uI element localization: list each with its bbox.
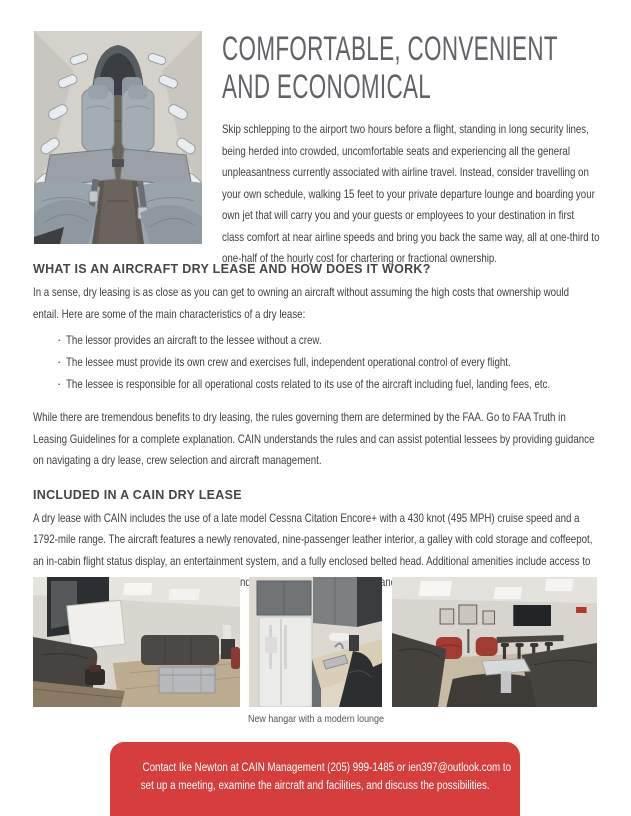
included-body-line: 1792-mile range. The aircraft features a newly renovated, nine-passenger leather interior, a galley with cold storage and coffeepot, — [33, 532, 593, 546]
bullet-dot-icon: · — [57, 376, 62, 391]
hero-intro-line: Skip schlepping to the airport two hours before a flight, standing in long security lines, — [222, 122, 589, 136]
gallery-caption-text: New hangar with a modern lounge — [247, 713, 384, 725]
hangar-photo-gallery — [0, 577, 631, 707]
hero-intro-line: your own schedule, walking 15 feet to your private departure lounge and boarding your — [222, 186, 595, 201]
hangar-lounge-seating-photo — [33, 577, 240, 707]
hero-intro-paragraph — [222, 119, 622, 270]
hero-intro-line: one-half of the hourly cost for chartering or fractional ownership. — [222, 251, 498, 265]
dry-lease-intro-paragraph — [33, 282, 613, 325]
contact-line1: Contact Ike Newton at CAIN Management (205) 999-1485 or ien397@outlook.com to — [142, 762, 512, 774]
page-title-line2: AND ECONOMICAL — [222, 68, 432, 106]
contact-banner — [110, 742, 520, 816]
hangar-kitchen-photo — [249, 577, 382, 707]
hero-intro-line: class comfort at near airline speeds and bring you back the same way, all at one-third to — [222, 229, 600, 244]
dry-lease-outro-line: While there are tremendous benefits to dry leasing, the rules governing them are determined by the FAA. Go to FAA Truth in — [33, 410, 566, 424]
bullet-text: The lessee must provide its own crew and exercises full, independent operational control of every flight. — [66, 355, 511, 369]
aircraft-interior-illustration — [34, 31, 202, 244]
body-sections — [33, 261, 613, 594]
included-section-heading: INCLUDED IN A CAIN DRY LEASE — [33, 487, 242, 502]
kitchen-illustration — [249, 577, 382, 707]
contact-line2: set up a meeting, examine the aircraft and facilities, and discuss the possibilities. — [140, 779, 490, 792]
gallery-caption — [0, 712, 631, 726]
bullet-text: The lessee is responsible for all operational costs related to its use of the aircraft including fuel, landing fees, etc. — [66, 377, 551, 391]
lounge-bar-illustration — [392, 577, 597, 707]
included-body-line: and — [379, 575, 397, 589]
dry-lease-section-heading: WHAT IS AN AIRCRAFT DRY LEASE AND HOW DOES IT WORK? — [33, 262, 431, 276]
bullet-text: The lessor provides an aircraft to the lessee without a crew. — [66, 333, 322, 347]
bullet-item — [57, 329, 613, 351]
dry-lease-outro-line: on navigating a dry lease, crew selection and aircraft management. — [33, 453, 322, 467]
bullet-item — [57, 351, 613, 373]
bullet-dot-icon: · — [57, 354, 62, 369]
dry-lease-intro-line: In a sense, dry leasing is as close as you can get to owning an aircraft without assuming the high costs that ownership would — [33, 285, 569, 299]
bullet-item — [57, 373, 613, 395]
dry-lease-intro-line: entail. Here are some of the main characteristics of a dry lease: — [33, 306, 306, 321]
included-body-line: A dry lease with CAIN includes the use of a late model Cessna Citation Encore+ with a 430 knot (495 MPH) cruise speed and a — [33, 510, 580, 525]
hero-text-block — [222, 30, 622, 270]
aircraft-interior-photo — [34, 31, 202, 244]
dry-lease-outro-line: Leasing Guidelines for a complete explanation. CAIN understands the rules and can assist potential lessees by providing guidance — [33, 431, 595, 446]
lounge-illustration — [33, 577, 240, 707]
dry-lease-bullet-list — [33, 329, 613, 395]
hero-intro-line: own jet that will carry you and your guests or employees to your destination in first — [222, 208, 575, 222]
hero-intro-line: unpleasantness currently associated with airline travel. Instead, consider travelling on — [222, 165, 589, 179]
included-body-line: an in-cabin flight status display, an entertainment system, and a fully enclosed belted head. Additional amenities include access to — [33, 553, 591, 568]
dry-lease-outro-paragraph — [33, 407, 613, 472]
page-title — [222, 30, 622, 106]
bullet-dot-icon: · — [57, 332, 62, 347]
hero-intro-line: being herded into crowded, uncomfortable seats and experiencing all the general — [222, 143, 570, 158]
page-title-line1: COMFORTABLE, CONVENIENT — [222, 30, 558, 68]
hangar-lounge-bar-photo — [392, 577, 597, 707]
